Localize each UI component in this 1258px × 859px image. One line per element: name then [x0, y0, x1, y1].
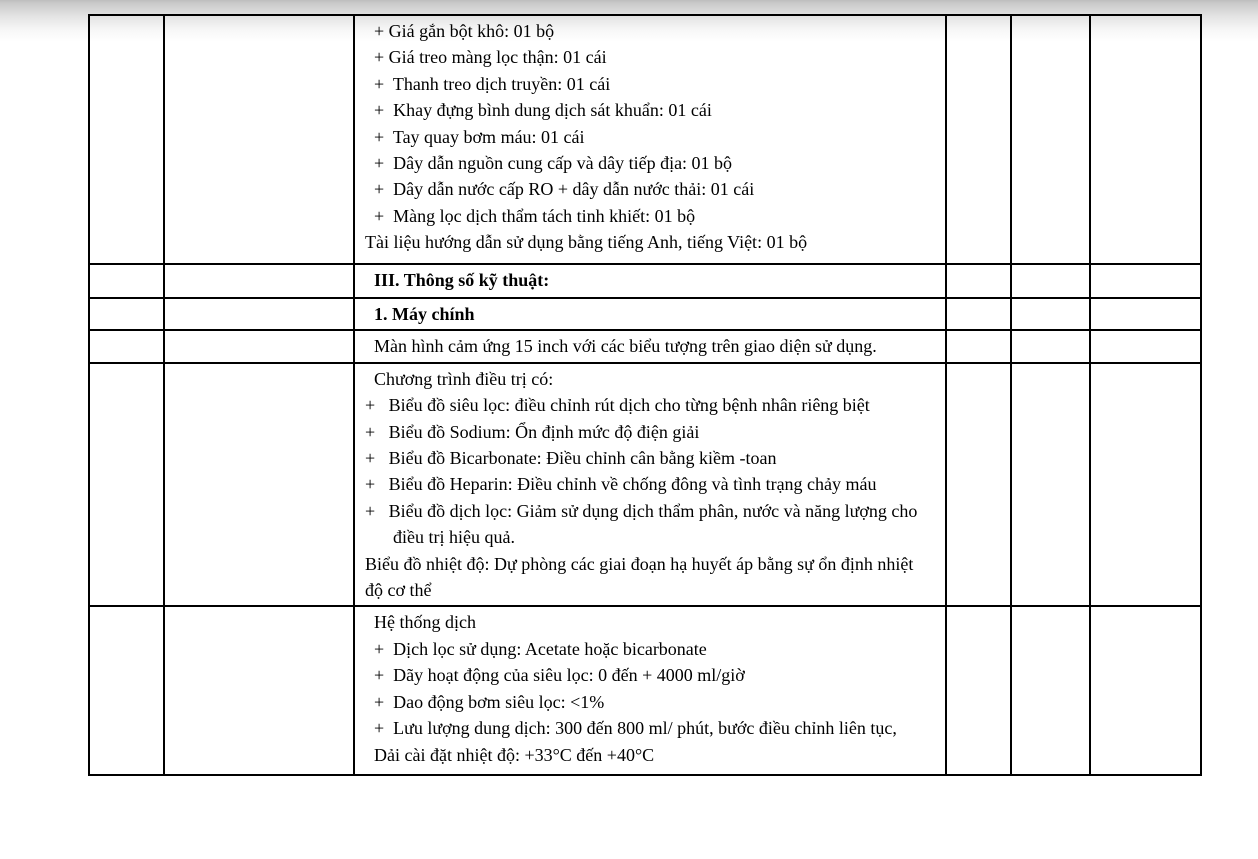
spec-line: Tài liệu hướng dẫn sử dụng bằng tiếng Anh, tiếng Việt: 01 bộ [365, 232, 808, 253]
spec-line: Hệ thống dịch [374, 612, 476, 633]
empty-cell [164, 606, 354, 775]
empty-cell [946, 15, 1011, 264]
spec-line: + Biểu đồ Heparin: Điều chỉnh về chống đông và tình trạng chảy máu [365, 474, 877, 495]
empty-cell [89, 264, 164, 298]
spec-line: + Dây dẫn nước cấp RO + dây dẫn nước thải: 01 cái [374, 179, 755, 200]
empty-cell [1011, 264, 1090, 298]
empty-cell [89, 606, 164, 775]
empty-cell [1090, 363, 1201, 607]
spec-line: + Biểu đồ Bicarbonate: Điều chỉnh cân bằng kiềm -toan [365, 448, 777, 469]
row-equipment-list-content-cell [354, 15, 946, 264]
spec-line: + Dao động bơm siêu lọc: <1% [374, 691, 605, 712]
spec-line: + Lưu lượng dung dịch: 300 đến 800 ml/ phút, bước điều chỉnh liên tục, [374, 718, 897, 739]
row-treatment-programs-content-cell [354, 363, 946, 607]
spec-line: + Dây dẫn nguồn cung cấp và dây tiếp địa: 01 bộ [374, 153, 733, 174]
empty-cell [1011, 298, 1090, 330]
row-fluid-system [89, 606, 1201, 775]
empty-cell [946, 264, 1011, 298]
empty-cell [164, 363, 354, 607]
spec-line: + Dịch lọc sử dụng: Acetate hoặc bicarbonate [374, 638, 707, 659]
spec-line: + Giá gắn bột khô: 01 bộ [374, 21, 555, 41]
empty-cell [164, 15, 354, 264]
empty-cell [164, 330, 354, 362]
empty-cell [164, 298, 354, 330]
spec-line: điều trị hiệu quả. [393, 527, 515, 548]
spec-line: Biểu đồ nhiệt độ: Dự phòng các giai đoạn hạ huyết áp bằng sự ổn định nhiệt [365, 553, 914, 574]
empty-cell [946, 363, 1011, 607]
empty-cell [1011, 15, 1090, 264]
spec-line: + Thanh treo dịch truyền: 01 cái [374, 73, 611, 94]
spec-line: + Tay quay bơm máu: 01 cái [374, 126, 585, 147]
spec-line: + Dãy hoạt động của siêu lọc: 0 đến + 4000 ml/giờ [374, 665, 745, 686]
spec-line: Màn hình cảm ứng 15 inch với các biểu tượng trên giao diện sử dụng. [374, 336, 877, 357]
spec-line: độ cơ thể [365, 580, 432, 601]
spec-line: + Giá treo màng lọc thận: 01 cái [374, 47, 607, 68]
empty-cell [89, 363, 164, 607]
empty-cell [1011, 330, 1090, 362]
empty-cell [89, 15, 164, 264]
empty-cell [1011, 606, 1090, 775]
empty-cell [1090, 15, 1201, 264]
row-section-iii-heading [89, 264, 1201, 298]
spec-line: + Màng lọc dịch thẩm tách tinh khiết: 01 bộ [374, 205, 696, 226]
empty-cell [1090, 330, 1201, 362]
spec-line: + Biểu đồ Sodium: Ổn định mức độ điện giải [365, 421, 700, 442]
empty-cell [946, 298, 1011, 330]
empty-cell [1011, 363, 1090, 607]
empty-cell [1090, 264, 1201, 298]
empty-cell [89, 298, 164, 330]
spec-line: Dải cài đặt nhiệt độ: +33°C đến +40°C [374, 744, 655, 765]
spec-line: + Biểu đồ dịch lọc: Giảm sử dụng dịch thẩm phân, nước và năng lượng cho [365, 500, 918, 521]
empty-cell [89, 330, 164, 362]
spec-line: Chương trình điều trị có: [374, 368, 554, 389]
spec-line: 1. Máy chính [374, 304, 475, 324]
row-fluid-system-content-cell [354, 606, 946, 775]
empty-cell [1090, 606, 1201, 775]
spec-line: + Biểu đồ siêu lọc: điều chỉnh rút dịch cho từng bệnh nhân riêng biệt [365, 395, 870, 416]
row-treatment-programs [89, 363, 1201, 607]
row-screen-spec [89, 330, 1201, 362]
empty-cell [1090, 298, 1201, 330]
row-equipment-list [89, 15, 1201, 264]
empty-cell [946, 330, 1011, 362]
row-subsection-1-heading [89, 298, 1201, 330]
spec-line: III. Thông số kỹ thuật: [374, 270, 550, 290]
empty-cell [164, 264, 354, 298]
row-section-iii-heading-content-cell [354, 264, 946, 298]
specification-table [88, 14, 1202, 776]
row-screen-spec-content-cell [354, 330, 946, 362]
empty-cell [946, 606, 1011, 775]
spec-line: + Khay đựng bình dung dịch sát khuẩn: 01 cái [374, 100, 712, 121]
row-subsection-1-heading-content-cell [354, 298, 946, 330]
